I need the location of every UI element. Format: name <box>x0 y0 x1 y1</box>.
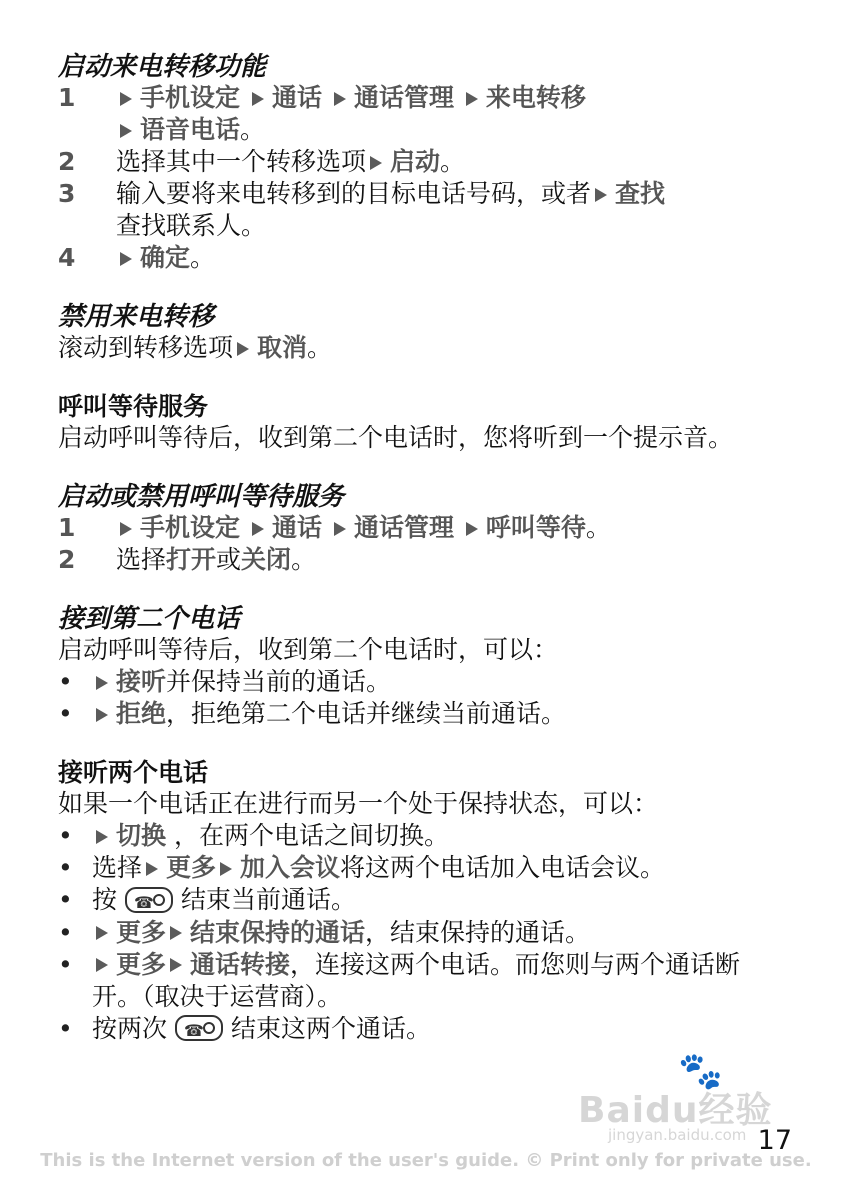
menu-arrow-icon <box>120 92 132 106</box>
menu-arrow-icon <box>96 830 108 844</box>
list-item: • 更多 通话转接，连接这两个电话。而您则与两个通话断开。（取决于运营商）。 <box>58 949 741 1011</box>
menu-item-on: 打开 <box>166 545 217 574</box>
menu-arrow-icon <box>334 522 346 536</box>
menu-item-more: 更多 <box>116 949 167 979</box>
menu-arrow-icon <box>334 92 346 106</box>
bullet-icon: • <box>58 699 73 728</box>
menu-arrow-icon <box>237 342 249 356</box>
menu-arrow-icon <box>252 522 264 536</box>
step-2: 2 选择打开或关闭。 <box>58 545 317 574</box>
menu-item-calls: 通话 <box>271 513 322 542</box>
manual-page <box>58 52 788 1045</box>
menu-item-phone-settings: 手机设定 <box>140 83 241 112</box>
paw-icon: 🐾 <box>678 1051 723 1092</box>
end-call-key-icon <box>175 1015 223 1041</box>
menu-item-more: 更多 <box>116 917 167 947</box>
menu-item-ok: 确定 <box>140 243 191 272</box>
menu-item-call-management: 通话管理 <box>353 513 454 542</box>
step-1: 1 手机设定 通话 通话管理 呼叫等待。 <box>58 513 611 542</box>
menu-arrow-icon <box>146 862 158 876</box>
disable-divert-text: 滚动到转移选项 取消。 <box>58 333 333 362</box>
step-3: 3 输入要将来电转移到的目标电话号码，或者 查找 查找联系人。 <box>58 179 666 240</box>
list-item: • 拒绝，拒绝第二个电话并继续当前通话。 <box>58 699 567 728</box>
step-number: 3 <box>58 179 76 208</box>
menu-arrow-icon <box>170 926 182 940</box>
watermark-brand: Baidu经验 <box>578 1090 773 1131</box>
menu-item-divert: 来电转移 <box>485 83 586 112</box>
bullet-icon: • <box>58 853 73 882</box>
menu-item-transfer-call: 通话转接 <box>190 949 291 979</box>
section-title-second-call: 接到第二个电话 <box>58 604 241 634</box>
menu-item-voice-calls: 语音电话 <box>140 115 241 144</box>
section-title-two-calls: 接听两个电话 <box>58 758 209 787</box>
menu-item-activate: 启动 <box>390 147 441 176</box>
menu-item-join-conference: 加入会议 <box>240 853 341 882</box>
menu-item-calls: 通话 <box>271 83 322 112</box>
step-2: 2 选择其中一个转移选项 启动。 <box>58 147 466 176</box>
menu-arrow-icon <box>595 188 607 202</box>
step-number: 4 <box>58 243 76 272</box>
menu-item-answer: 接听 <box>116 667 167 696</box>
menu-arrow-icon <box>170 958 182 972</box>
step-number: 1 <box>58 513 76 542</box>
menu-arrow-icon <box>96 926 108 940</box>
menu-item-lookup: 查找 <box>615 179 666 208</box>
menu-arrow-icon <box>96 708 108 722</box>
page-number: 17 <box>757 1125 792 1156</box>
menu-arrow-icon <box>370 156 382 170</box>
end-call-key-icon <box>125 887 173 913</box>
menu-arrow-icon <box>466 522 478 536</box>
watermark-url: jingyan.baidu.com <box>608 1126 747 1144</box>
menu-arrow-icon <box>120 124 132 138</box>
menu-arrow-icon <box>120 522 132 536</box>
menu-item-call-management: 通话管理 <box>353 83 454 112</box>
bullet-icon: • <box>58 821 73 850</box>
section-title-call-waiting: 呼叫等待服务 <box>58 392 209 421</box>
bullet-icon: • <box>58 885 73 914</box>
menu-arrow-icon <box>96 958 108 972</box>
menu-arrow-icon <box>220 862 232 876</box>
section-title-enable-divert: 启动来电转移功能 <box>58 52 267 82</box>
call-waiting-text: 启动呼叫等待后，收到第二个电话时，您将听到一个提示音。 <box>58 423 734 452</box>
section-title-toggle-call-waiting: 启动或禁用呼叫等待服务 <box>58 482 345 512</box>
section-title-disable-divert: 禁用来电转移 <box>58 302 215 332</box>
bullet-icon: • <box>58 949 73 979</box>
menu-arrow-icon <box>120 252 132 266</box>
step-number: 1 <box>58 83 76 112</box>
menu-item-end-held-call: 结束保持的通话 <box>190 917 366 947</box>
menu-item-cancel: 取消 <box>257 333 308 362</box>
list-item: • 切换 ，在两个电话之间切换。 <box>58 821 449 850</box>
second-call-intro: 启动呼叫等待后，收到第二个电话时，可以： <box>58 635 559 664</box>
menu-arrow-icon <box>252 92 264 106</box>
menu-item-phone-settings: 手机设定 <box>140 513 241 542</box>
bullet-icon: • <box>58 1013 73 1043</box>
list-item: • 接听并保持当前的通话。 <box>58 667 392 696</box>
menu-arrow-icon <box>466 92 478 106</box>
bullet-icon: • <box>58 917 73 947</box>
list-item: • 选择 更多 加入会议将这两个电话加入电话会议。 <box>58 853 666 882</box>
menu-item-call-waiting: 呼叫等待 <box>485 513 586 542</box>
menu-item-reject: 拒绝 <box>116 699 167 728</box>
list-item: • 按☎ 结束当前通话。 <box>58 884 788 917</box>
step-4: 4 确定。 <box>58 243 216 272</box>
list-item: • 更多 结束保持的通话，结束保持的通话。 <box>58 917 591 947</box>
menu-item-off: 关闭 <box>241 545 292 574</box>
menu-item-switch: 切换 <box>116 821 167 850</box>
two-calls-intro: 如果一个电话正在进行而另一个处于保持状态，可以： <box>58 789 659 818</box>
bullet-icon: • <box>58 667 73 696</box>
step-1: 1 手机设定 通话 通话管理 来电转移 语音电话。 <box>58 83 586 144</box>
step-number: 2 <box>58 147 76 176</box>
menu-item-more: 更多 <box>166 853 217 882</box>
footer-notice: This is the Internet version of the user's guide. © Print only for private use. <box>40 1150 812 1171</box>
step-number: 2 <box>58 545 76 574</box>
list-item: • 按两次☎ 结束这两个通话。 <box>58 1013 788 1046</box>
menu-arrow-icon <box>96 676 108 690</box>
